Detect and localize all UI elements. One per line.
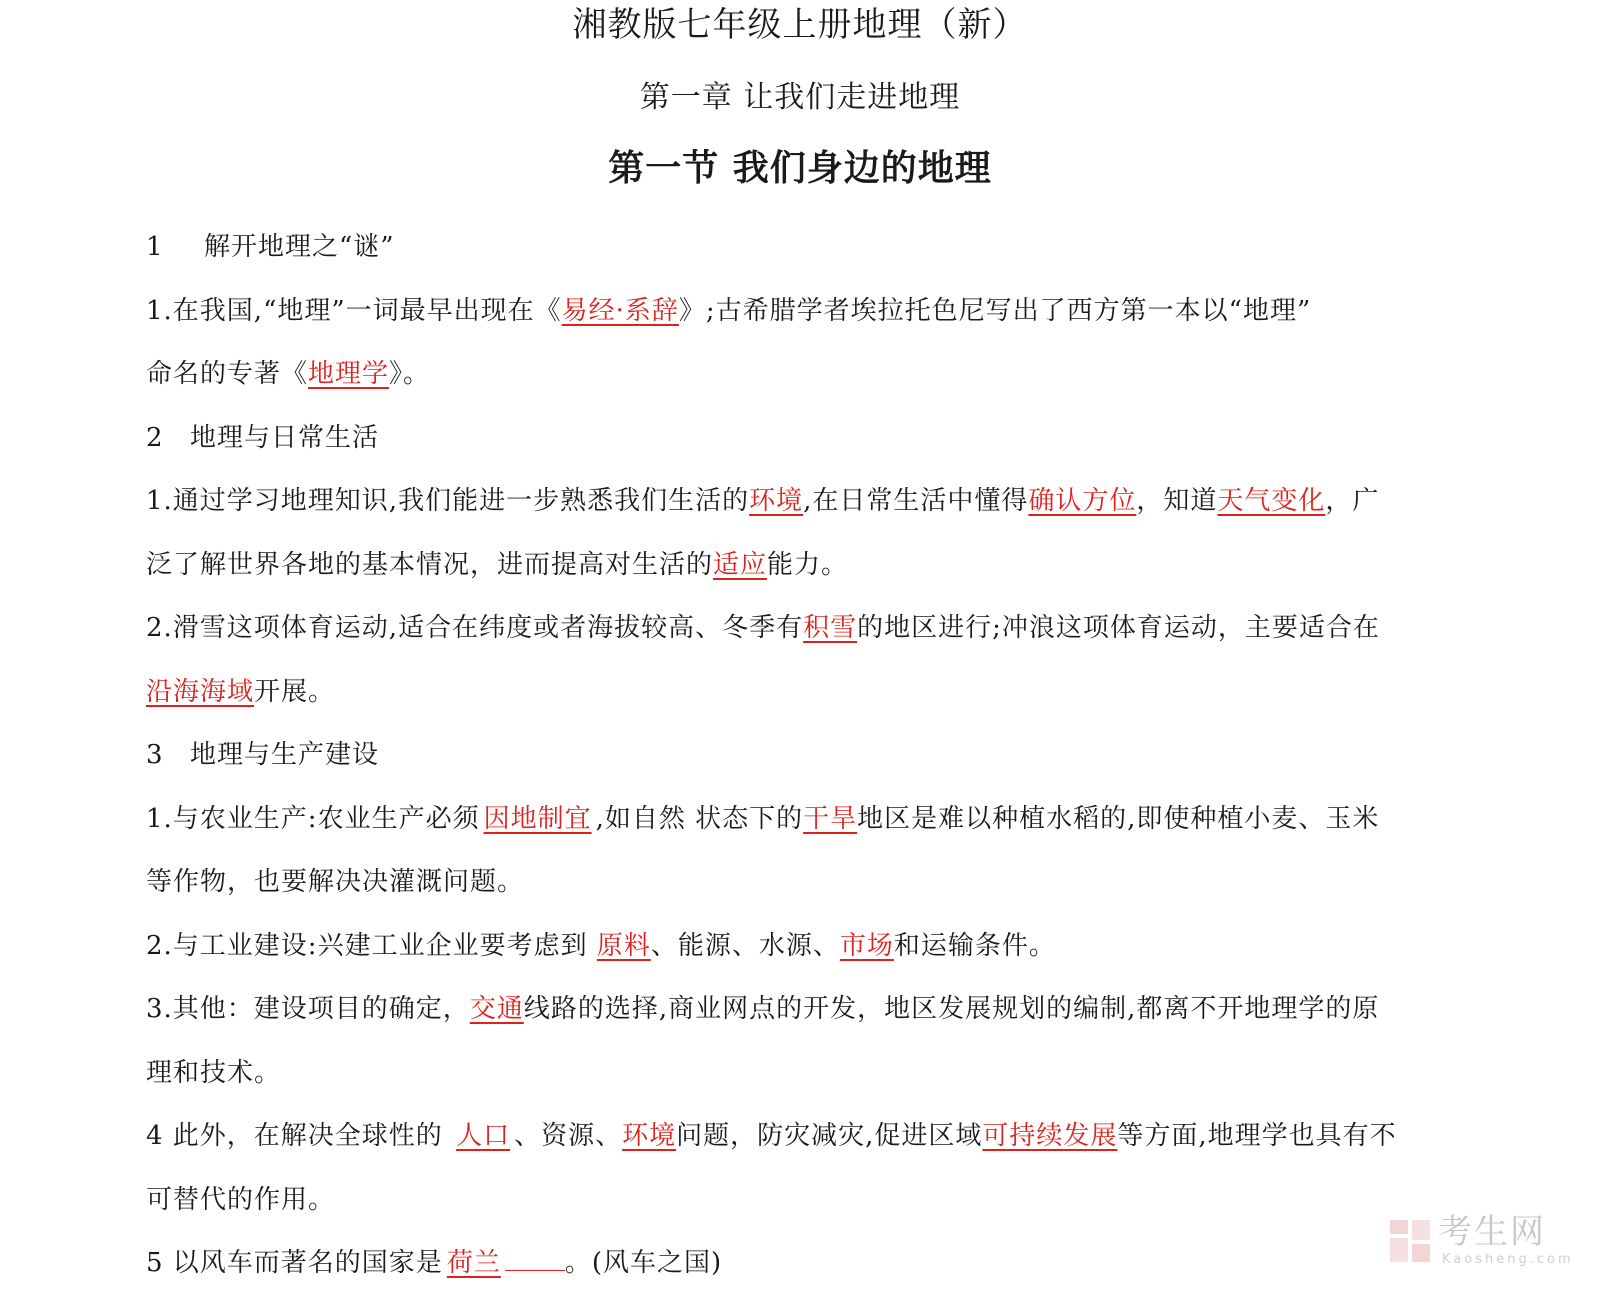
text-run: ，广	[1325, 486, 1380, 516]
text-run: ,如自然 状态下的	[595, 803, 804, 834]
part1-heading-text: 解开地理之“谜”	[204, 232, 395, 262]
section-title: 第一节 我们身边的地理	[608, 148, 992, 189]
answer-blank: 环境	[622, 1121, 677, 1151]
answer-blank: 地理学	[308, 359, 390, 389]
part1-item1-line1	[146, 280, 1476, 344]
text-run: 1.通过学习地理知识,我们能进一步熟悉我们生活的	[146, 486, 750, 516]
part1-number: 1	[146, 232, 164, 262]
text-run: 。(风车之国)	[564, 1248, 723, 1278]
text-run: 2.滑雪这项体育运动,适合在纬度或者海拔较高、冬季有	[146, 613, 804, 643]
text-run: 4 此外，在解决全球性的	[146, 1121, 453, 1151]
answer-blank: 易经·系辞	[561, 295, 679, 326]
watermark	[1388, 1212, 1588, 1272]
text-run: 等作物，也要解决决灌溉问题。	[146, 867, 525, 897]
answer-blank: 因地制宜	[483, 803, 592, 834]
part2-heading	[146, 407, 1476, 471]
part2-item2-line2	[146, 661, 1476, 725]
part2-item2-line1	[146, 597, 1476, 661]
text-run: 开展。	[254, 676, 336, 707]
text-run: ,在日常生活中懂得	[803, 486, 1029, 516]
answer-blank: 确认方位	[1028, 486, 1137, 516]
chapter-title: 第一章 让我们走进地理	[639, 80, 961, 115]
text-run: 地区是难以种植水稻的,即使种植小麦、玉米	[857, 803, 1380, 834]
watermark-domain: Kaosheng.com	[1442, 1252, 1574, 1267]
part1-heading	[146, 216, 1476, 280]
answer-blank: 干旱	[803, 803, 858, 834]
text-run: 、能源、水源、	[650, 930, 840, 961]
answer-blank: 可持续发展	[982, 1121, 1118, 1151]
part3-item3-line2	[146, 1042, 1476, 1106]
text-run: 1.在我国,“地理”一词最早出现在《	[146, 295, 562, 326]
text-run: 、资源、	[514, 1121, 623, 1151]
answer-blank: 荷兰	[446, 1248, 501, 1278]
item4-line2	[146, 1169, 1476, 1233]
text-run: 》。	[389, 359, 431, 389]
part2-heading-text: 地理与日常生活	[190, 422, 380, 453]
answer-blank: 天气变化	[1217, 486, 1326, 516]
answer-blank: 适应	[713, 549, 768, 580]
text-run: 》;古希腊学者埃拉托色尼写出了西方第一本以“地理”	[678, 295, 1312, 326]
answer-blank: 市场	[839, 930, 894, 961]
part3-item1-line2	[146, 851, 1476, 915]
text-run: 的地区进行;冲浪这项体育运动，主要适合在	[857, 613, 1380, 643]
part1-item1-line2	[146, 343, 1476, 407]
document-title: 湘教版七年级上册地理（新）	[572, 5, 1028, 45]
text-run: 泛了解世界各地的基本情况，进而提高对生活的	[146, 549, 714, 580]
part2-item1-line1	[146, 470, 1476, 534]
text-run: 1.与农业生产:农业生产必须	[146, 803, 480, 834]
answer-blank: 人口	[456, 1121, 511, 1151]
document-body	[146, 216, 1476, 1296]
text-run: 5 以风车而著名的国家是	[146, 1248, 443, 1278]
blank-underline	[505, 1250, 565, 1271]
text-run: 2.与工业建设:兴建工业企业要考虑到	[146, 930, 597, 961]
answer-blank: 环境	[749, 486, 804, 516]
part3-item1-line1	[146, 788, 1476, 852]
text-run: ，知道	[1136, 486, 1218, 516]
text-run: 理和技术。	[146, 1057, 282, 1088]
part3-item3-line1	[146, 978, 1476, 1042]
text-run: 可替代的作用。	[146, 1184, 336, 1215]
text-run: 和运输条件。	[893, 930, 1056, 961]
text-run: 能力。	[767, 549, 849, 580]
part3-item2-line1	[146, 915, 1476, 979]
text-run: 命名的专著《	[146, 359, 309, 389]
text-run: 3.其他：建设项目的确定，	[146, 994, 470, 1024]
text-run: 等方面,地理学也具有不	[1117, 1121, 1397, 1151]
kaosheng-logo-icon	[1388, 1216, 1432, 1266]
answer-blank: 积雪	[803, 613, 858, 643]
watermark-brand: 考生网	[1438, 1212, 1546, 1252]
part2-item1-line2	[146, 534, 1476, 598]
part3-heading-text: 地理与生产建设	[190, 740, 380, 770]
answer-blank: 沿海海域	[146, 676, 255, 707]
part3-number: 3	[146, 740, 164, 770]
answer-blank: 交通	[469, 994, 524, 1024]
text-run: 线路的选择,商业网点的开发，地区发展规划的编制,都离不开地理学的原	[523, 994, 1380, 1024]
answer-blank: 原料	[596, 930, 651, 961]
item5-line1	[146, 1232, 1476, 1296]
text-run: 问题，防灾减灾,促进区域	[676, 1121, 983, 1151]
part3-heading	[146, 724, 1476, 788]
item4-line1	[146, 1105, 1476, 1169]
part2-number: 2	[146, 422, 164, 453]
